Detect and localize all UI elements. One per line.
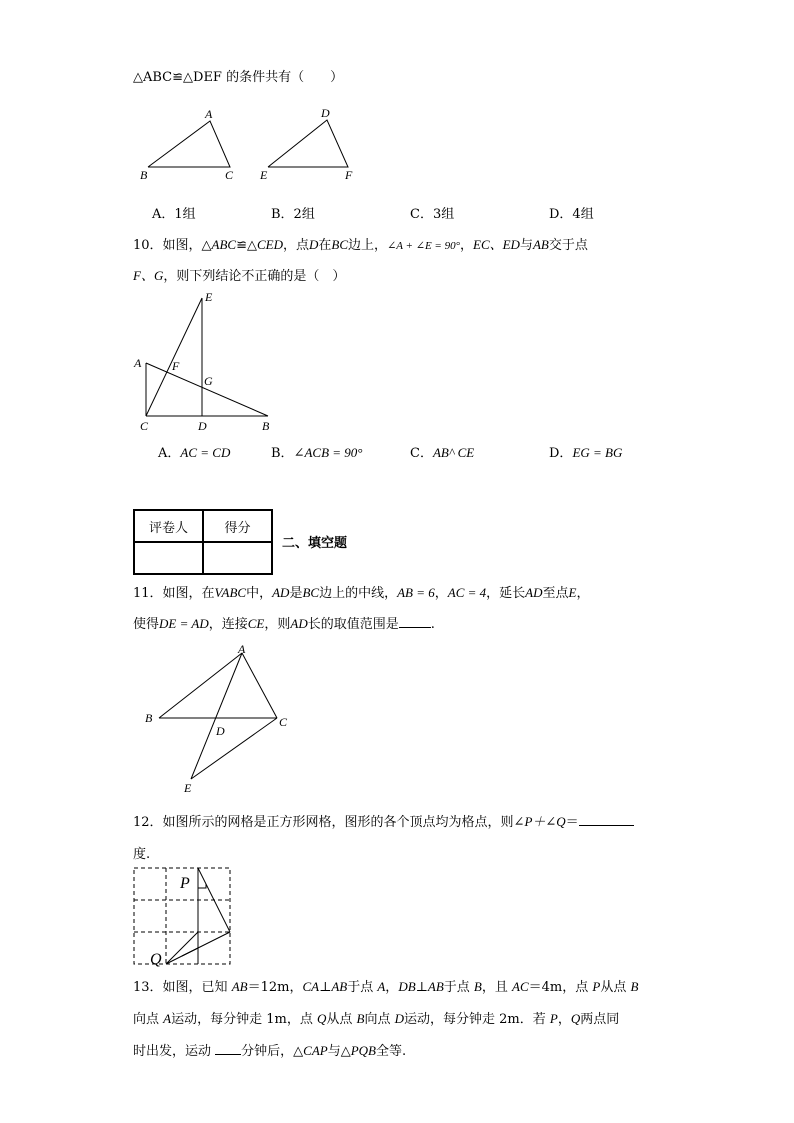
svg-text:E: E bbox=[184, 781, 192, 795]
q9-option-b: B．2组 bbox=[271, 207, 315, 222]
q9-stem-tail: △ABC≌△DEF 的条件共有（ ） bbox=[133, 70, 344, 85]
label-b: B bbox=[140, 168, 148, 182]
q10-figure bbox=[130, 288, 280, 436]
triangle-abc bbox=[148, 121, 230, 167]
svg-text:G: G bbox=[204, 374, 213, 388]
svg-text:D: D bbox=[198, 419, 207, 433]
q10-option-d: D．EG = BG bbox=[549, 445, 623, 461]
q9-option-d: D．4组 bbox=[549, 207, 594, 222]
label-e: E bbox=[260, 168, 268, 182]
score-table-score-header: 得分 bbox=[203, 510, 272, 542]
q9-figure bbox=[135, 104, 365, 184]
svg-text:B: B bbox=[262, 419, 270, 433]
score-table-score-cell[interactable] bbox=[203, 542, 272, 574]
q12-line2: 度. bbox=[133, 847, 151, 862]
section-heading-fill-blank: 二、填空题 bbox=[282, 536, 348, 551]
svg-text:A: A bbox=[134, 356, 142, 370]
q9-option-c: C．3组 bbox=[410, 207, 455, 222]
q11-answer-blank[interactable] bbox=[399, 615, 431, 628]
q11-line1: 11．如图，在VABC中，AD是BC边上的中线，AB = 6，AC = 4，延长AD至点E， bbox=[133, 585, 590, 601]
svg-text:A: A bbox=[238, 642, 246, 656]
q11-line2: 使得DE = AD，连接CE，则AD长的取值范围是 . bbox=[133, 616, 435, 632]
q10-line1: 10．如图，△ABC≌△CED，点D在BC边上，∠A + ∠E = 90°，EC、ED与AB交于点 bbox=[133, 237, 588, 253]
svg-text:P: P bbox=[180, 875, 190, 892]
q12-grid-figure bbox=[130, 864, 235, 969]
q10-line2: F、G，则下列结论不正确的是（ ） bbox=[133, 268, 346, 284]
triangle-def bbox=[268, 120, 348, 167]
q13-line2: 向点 A运动，每分钟走 1m，点 Q从点 B向点 D运动，每分钟走 2m．若 P，Q两点同 bbox=[133, 1011, 620, 1027]
svg-text:Q: Q bbox=[150, 951, 162, 968]
q10-option-c: C．AB^ CE bbox=[410, 445, 475, 461]
svg-text:E: E bbox=[205, 290, 213, 304]
svg-text:C: C bbox=[140, 419, 149, 433]
svg-text:C: C bbox=[279, 715, 288, 729]
svg-text:F: F bbox=[172, 359, 180, 373]
label-c: C bbox=[225, 168, 234, 182]
q13-line1: 13．如图，已知 AB＝12m，CA⊥AB于点 A，DB⊥AB于点 B，且 AC＝4m，点 P从点 B bbox=[133, 979, 639, 995]
svg-text:D: D bbox=[216, 724, 225, 738]
svg-text:B: B bbox=[145, 711, 153, 725]
score-table-grader-cell[interactable] bbox=[134, 542, 203, 574]
q13-answer-blank[interactable] bbox=[215, 1042, 241, 1055]
score-table bbox=[133, 509, 273, 575]
q9-option-a: A．1组 bbox=[152, 207, 196, 222]
label-a: A bbox=[205, 107, 213, 121]
q12-line1: 12．如图所示的网格是正方形网格，图形的各个顶点均为格点，则∠P＋∠Q＝ bbox=[133, 811, 634, 830]
q13-line3: 时出发，运动 分钟后，△CAP与△PQB全等. bbox=[133, 1043, 407, 1059]
q11-figure bbox=[140, 640, 300, 795]
label-f: F bbox=[345, 168, 353, 182]
label-d: D bbox=[321, 106, 330, 120]
score-table-grader-header: 评卷人 bbox=[134, 510, 203, 542]
q10-option-b: B．∠ACB = 90° bbox=[271, 445, 363, 461]
q12-answer-blank[interactable] bbox=[579, 813, 634, 826]
q10-option-a: A．AC = CD bbox=[158, 445, 231, 461]
